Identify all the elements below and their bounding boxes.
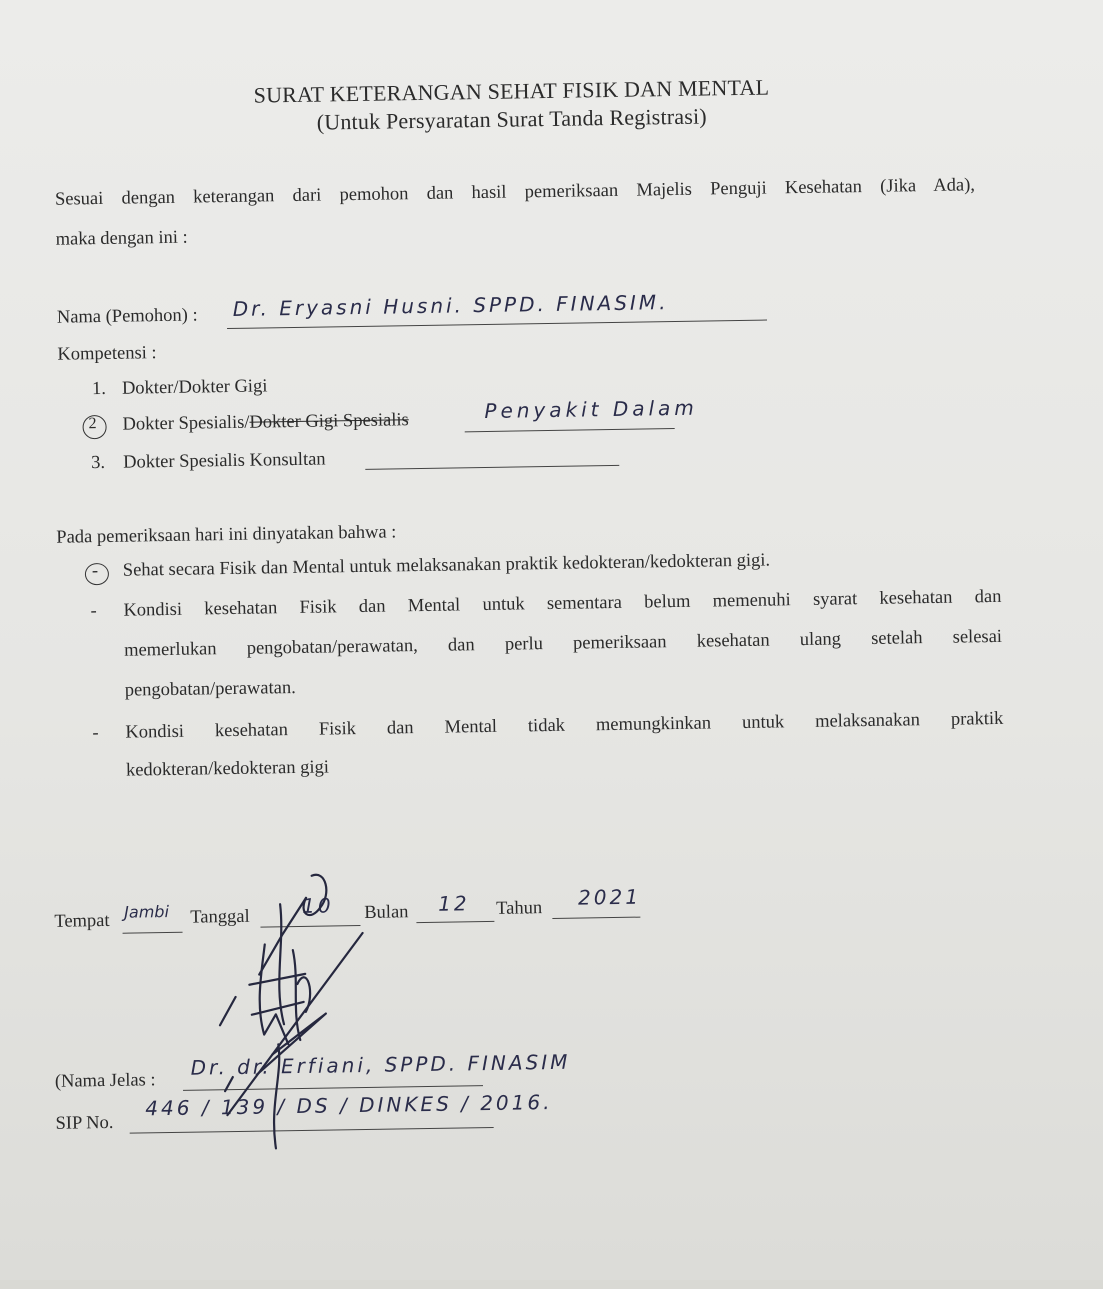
exam-label: Pada pemeriksaan hari ini dinyatakan bahwa : (56, 522, 397, 548)
exam-2-line-2: memerlukan pengobatan/perawatan, dan perlu pemeriksaan kesehatan ulang setelah selesai (123, 626, 1003, 661)
sip-label: SIP No. (55, 1112, 114, 1134)
signature-drawing (194, 862, 419, 1155)
competence-label: Kompetensi : (57, 343, 157, 365)
competence-2-struck: Dokter Gigi Spesialis (249, 410, 409, 433)
intro-line-1: Sesuai dengan keterangan dari pemohon dan hasil pemeriksaan Majelis Penguji Kesehatan (Jika Ada), (54, 175, 976, 210)
year-label: Tahun (496, 898, 543, 919)
exam-3-line-1: Kondisi kesehatan Fisik dan Mental tidak memungkinkan untuk melaksanakan praktik (125, 708, 1004, 743)
applicant-label: Nama (Pemohon) : (56, 305, 198, 328)
competence-1-text: Dokter/Dokter Gigi (121, 376, 268, 399)
sip-handwritten: 446 / 139 / DS / DINKES / 2016. (145, 1090, 553, 1121)
exam-2-line-3: pengobatan/perawatan. (124, 678, 296, 701)
place-underline (123, 932, 183, 934)
document-subtitle: (Untuk Persyaratan Surat Tanda Registrasi) (316, 103, 708, 135)
exam-1-line-1: Sehat secara Fisik dan Mental untuk melaksanakan praktik kedokteran/kedokteran gigi. (122, 550, 771, 581)
competence-3-text: Dokter Spesialis Konsultan (123, 449, 326, 473)
exam-1-bullet: - (91, 561, 99, 582)
document-title: SURAT KETERANGAN SEHAT FISIK DAN MENTAL (253, 74, 770, 108)
month-underline (416, 921, 494, 923)
exam-3-line-2: kedokteran/kedokteran gigi (125, 757, 330, 781)
name-clear-handwritten: Dr. dr. Erfiani, SPPD. FINASIM (190, 1049, 571, 1080)
exam-2-line-1: Kondisi kesehatan Fisik dan Mental untuk sementara belum memenuhi syarat kesehatan dan (123, 586, 1002, 621)
competence-1-number: 1. (91, 378, 107, 400)
competence-2-handwritten: Penyakit Dalam (484, 395, 698, 424)
competence-2-number: 2 (88, 415, 97, 433)
month-label: Bulan (364, 902, 409, 923)
year-handwritten: 2021 (577, 884, 642, 910)
competence-3-underline (365, 465, 619, 470)
competence-2-underline (465, 428, 675, 432)
competence-3-number: 3. (91, 452, 106, 474)
applicant-underline (227, 320, 767, 329)
applicant-name-handwritten: Dr. Eryasni Husni. SPPD. FINASIM. (232, 290, 669, 321)
date-handwritten: 10 (301, 893, 334, 918)
place-label: Tempat (54, 910, 110, 932)
date-label: Tanggal (190, 906, 250, 928)
place-handwritten: Jambi (124, 902, 170, 922)
year-underline (552, 917, 640, 919)
intro-line-2: maka dengan ini : (55, 227, 188, 250)
competence-2-text (122, 410, 409, 435)
name-clear-label: (Nama Jelas : (54, 1070, 156, 1092)
month-handwritten: 12 (437, 891, 470, 916)
exam-2-bullet: - (90, 601, 97, 622)
competence-2-label: Dokter Spesialis/ (122, 412, 250, 435)
exam-3-bullet: - (92, 723, 99, 744)
